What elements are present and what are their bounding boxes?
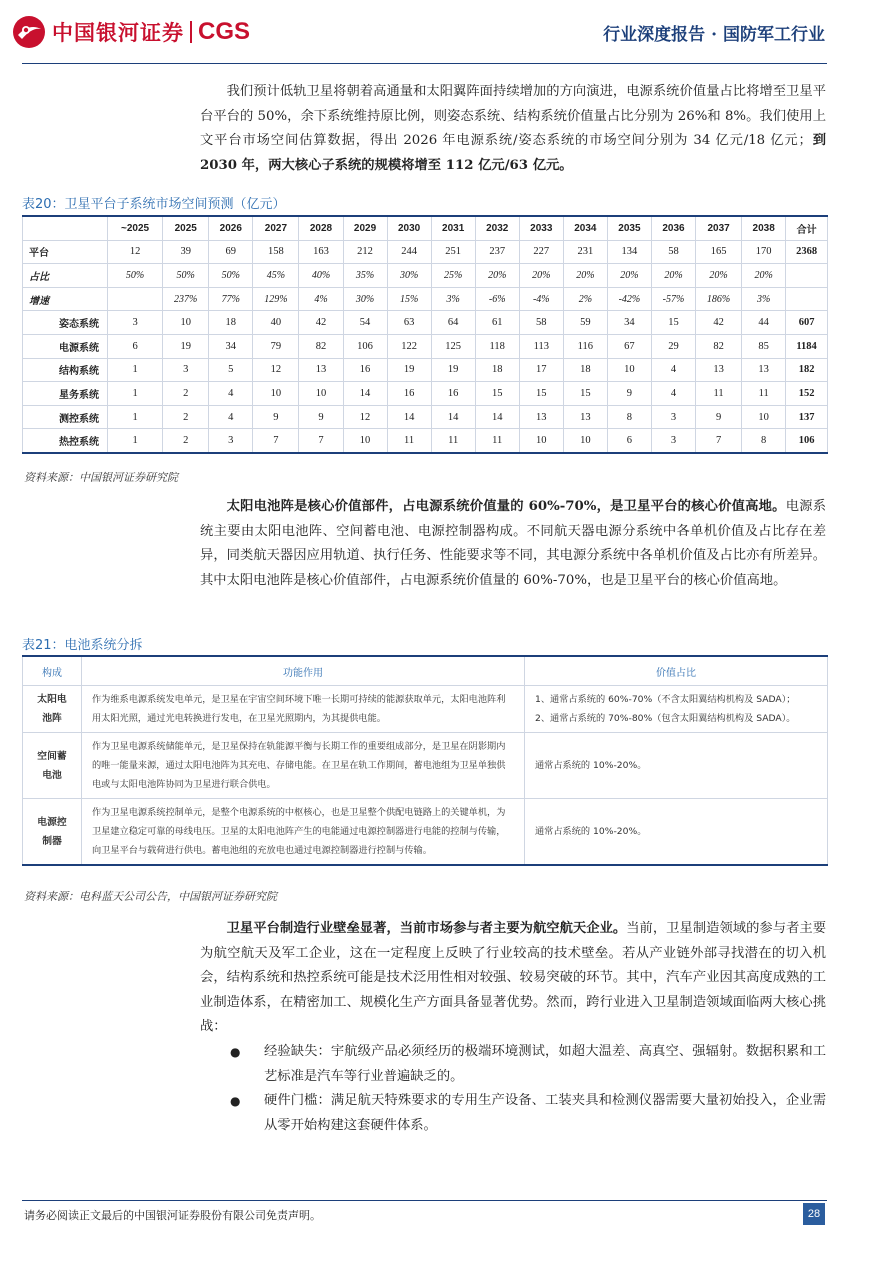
table20-cell — [786, 287, 828, 311]
table20-cell: 2 — [163, 429, 209, 453]
table20-cell: 163 — [299, 240, 343, 264]
table20-cell: 54 — [343, 311, 387, 335]
table20-cell: 9 — [253, 405, 299, 429]
table20-cell: 237 — [475, 240, 519, 264]
table20-cell: 85 — [742, 334, 786, 358]
table20-cell: 4 — [651, 358, 695, 382]
table-row — [23, 311, 828, 335]
table20-source: 资料来源：中国银河证券研究院 — [24, 471, 178, 484]
table20-cell: 20% — [563, 264, 607, 288]
label-line: 电池 — [42, 769, 62, 781]
table20-cell: 45% — [253, 264, 299, 288]
value-line: 1、通常占系统的 60%-70%（不含太阳翼结构机构及 SADA）； — [535, 694, 796, 705]
label-line: 池阵 — [42, 713, 62, 724]
table20-cell: -42% — [607, 287, 651, 311]
table20 — [22, 215, 828, 454]
label-line: 太阳电 — [37, 694, 67, 705]
table20-cell: 2 — [163, 405, 209, 429]
table20-cell: 58 — [519, 311, 563, 335]
table20-cell: 10 — [563, 429, 607, 453]
table20-cell: 11 — [387, 429, 431, 453]
table20-cell: 7 — [253, 429, 299, 453]
table-row — [23, 799, 828, 866]
table20-cell: 20% — [651, 264, 695, 288]
table20-cell: 18 — [475, 358, 519, 382]
table21-header-row — [23, 656, 828, 686]
table20-cell: 11 — [475, 429, 519, 453]
table20-cell: 13 — [696, 358, 742, 382]
table20-cell: 2368 — [786, 240, 828, 264]
paragraph-intro-bold: 到 2030 年，两大核心子系统的规模将增至 112 亿元/63 亿元。 — [200, 133, 827, 173]
table21-value-cell — [525, 686, 828, 733]
table20-cell: 13 — [563, 405, 607, 429]
table20-cell: 16 — [343, 358, 387, 382]
table20-cell: 64 — [431, 311, 475, 335]
table20-cell: 182 — [786, 358, 828, 382]
table20-cell: 4% — [299, 287, 343, 311]
table20-row-label: 姿态系统 — [23, 311, 108, 335]
table20-cell: 13 — [519, 405, 563, 429]
table20-cell: 10 — [299, 382, 343, 406]
table20-cell: 14 — [343, 382, 387, 406]
table20-row-label: 热控系统 — [23, 429, 108, 453]
table21-header-cell: 构成 — [23, 656, 82, 686]
label-line: 电源控 — [37, 816, 67, 828]
table20-header-cell: 2033 — [519, 216, 563, 240]
paragraph-intro-text: 我们预计低轨卫星将朝着高通量和太阳翼阵面持续增加的方向演进，电源系统价值量占比将增至卫星平台平台的 50%，余下系统维持原比例，则姿态系统、结构系统价值量占比分别为 26%和 8%。我们使用上文平台市场空间估算数据，得出 2026 年电源系统/姿态系统的市场空间分别为 34 亿元/18 亿元； — [200, 84, 826, 148]
table20-cell: 15 — [563, 382, 607, 406]
table20-cell: 1 — [108, 429, 163, 453]
table20-cell: 106 — [343, 334, 387, 358]
table20-row-label: 星务系统 — [23, 382, 108, 406]
table-row — [23, 334, 828, 358]
table20-cell: 20% — [742, 264, 786, 288]
table20-row-label: 增速 — [23, 287, 108, 311]
table20-cell: 6 — [108, 334, 163, 358]
table21-func-cell: 作为卫星电源系统控制单元，是整个电源系统的中枢核心，也是卫星整个供配电链路上的关键单机，为卫星建立稳定可靠的母线电压。卫星的太阳电池阵产生的电能通过电源控制器进行电能的控制与传输，向卫星平台与载荷进行供电。蓄电池组的充放电也通过电源控制器进行控制与传输。 — [82, 799, 525, 866]
table20-header-cell: 2035 — [607, 216, 651, 240]
table21 — [22, 655, 828, 866]
table20-header-cell: 2029 — [343, 216, 387, 240]
table20-cell: 116 — [563, 334, 607, 358]
table20-cell: 44 — [742, 311, 786, 335]
value-line: 2、通常占系统的 70%-80%（包含太阳翼结构机构及 SADA）。 — [535, 713, 796, 724]
table20-cell: 13 — [742, 358, 786, 382]
table20-cell: 12 — [343, 405, 387, 429]
table20-header-row — [23, 216, 828, 240]
table20-cell: -4% — [519, 287, 563, 311]
table20-cell: 186% — [696, 287, 742, 311]
table20-cell: 20% — [696, 264, 742, 288]
table20-cell: 16 — [431, 382, 475, 406]
table-row — [23, 240, 828, 264]
bullet-item-experience — [230, 1040, 826, 1089]
table20-row-label: 平台 — [23, 240, 108, 264]
table20-cell: 82 — [696, 334, 742, 358]
table20-cell: 15 — [519, 382, 563, 406]
table20-row-label: 占比 — [23, 264, 108, 288]
paragraph-barriers-bold: 卫星平台制造行业壁垒显著，当前市场参与者主要为航空航天企业。 — [226, 921, 627, 936]
table20-cell: 10 — [343, 429, 387, 453]
table20-cell: -57% — [651, 287, 695, 311]
paragraph-barriers — [200, 917, 826, 1040]
table20-cell: 14 — [431, 405, 475, 429]
value-line: 通常占系统的 10%-20%。 — [535, 760, 647, 771]
table20-cell: 3% — [431, 287, 475, 311]
table-row — [23, 405, 828, 429]
value-line: 通常占系统的 10%-20%。 — [535, 826, 647, 837]
table20-header-cell: 合计 — [786, 216, 828, 240]
page-header — [0, 0, 869, 66]
table21-value-cell — [525, 733, 828, 799]
table20-cell: 42 — [299, 311, 343, 335]
table20-cell: 231 — [563, 240, 607, 264]
table20-cell: 113 — [519, 334, 563, 358]
table20-cell: 50% — [209, 264, 253, 288]
table20-cell: 13 — [299, 358, 343, 382]
table20-cell: 152 — [786, 382, 828, 406]
table20-cell: 122 — [387, 334, 431, 358]
table20-header-cell: ~2025 — [108, 216, 163, 240]
table20-cell: 3 — [651, 405, 695, 429]
table20-cell: 18 — [563, 358, 607, 382]
table20-cell: 165 — [696, 240, 742, 264]
table20-cell: 3% — [742, 287, 786, 311]
table21-value-cell — [525, 799, 828, 866]
table20-cell: 20% — [519, 264, 563, 288]
table21-label-cell — [23, 686, 82, 733]
table21-func-cell: 作为维系电源系统发电单元，是卫星在宇宙空间环境下唯一长期可持续的能源获取单元，太阳电池阵利用太阳光照，通过光电转换进行发电，在卫星光照期内，为其提供电能。 — [82, 686, 525, 733]
report-category — [603, 20, 825, 45]
table20-cell: 58 — [651, 240, 695, 264]
table-row — [23, 382, 828, 406]
table20-cell: 20% — [607, 264, 651, 288]
table20-cell: 4 — [651, 382, 695, 406]
table20-header-cell: 2027 — [253, 216, 299, 240]
table20-cell: 15 — [651, 311, 695, 335]
table20-cell: 50% — [163, 264, 209, 288]
table20-cell: 59 — [563, 311, 607, 335]
table20-cell: 244 — [387, 240, 431, 264]
table-row — [23, 686, 828, 733]
table20-cell: 18 — [209, 311, 253, 335]
table20-cell: 7 — [696, 429, 742, 453]
table20-cell: 10 — [519, 429, 563, 453]
table20-cell: 4 — [209, 382, 253, 406]
table20-cell — [786, 264, 828, 288]
paragraph-barriers-text: 当前，卫星制造领域的参与者主要为航空航天及军工企业，这在一定程度上反映了行业较高的技术壁垒。若从产业链外部寻找潜在的切入机会，结构系统和热控系统可能是技术泛用性相对较强、较易突破的环节。其中，汽车产业因其高度成熟的工业制造体系，在精密加工、规模化生产方面具备显著优势。然而，跨行业进入卫星制造领域面临两大核心挑战： — [200, 921, 827, 1034]
header-rule — [22, 63, 827, 64]
bullet-icon: ● — [230, 1094, 241, 1108]
table20-cell: 12 — [253, 358, 299, 382]
logo-divider — [190, 21, 192, 43]
table-row — [23, 429, 828, 453]
table-row — [23, 287, 828, 311]
table20-cell: 3 — [651, 429, 695, 453]
table20-cell: 212 — [343, 240, 387, 264]
table20-cell: 19 — [163, 334, 209, 358]
table20-cell: 125 — [431, 334, 475, 358]
table20-cell: 69 — [209, 240, 253, 264]
table20-cell: 10 — [742, 405, 786, 429]
table20-header-cell: 2025 — [163, 216, 209, 240]
table20-cell: 15% — [387, 287, 431, 311]
bullet-text: 硬件门槛：满足航天特殊要求的专用生产设备、工装夹具和检测仪器需要大量初始投入，企业需从零开始构建这套硬件体系。 — [264, 1093, 826, 1133]
table20-cell: 9 — [607, 382, 651, 406]
cgs-logo-icon — [12, 15, 46, 49]
table20-cell: 79 — [253, 334, 299, 358]
table-row — [23, 358, 828, 382]
table20-cell: 17 — [519, 358, 563, 382]
table-row — [23, 264, 828, 288]
table20-cell: 34 — [607, 311, 651, 335]
table20-cell: 30% — [343, 287, 387, 311]
table20-header-cell: 2030 — [387, 216, 431, 240]
table20-cell: 12 — [108, 240, 163, 264]
footer-rule — [22, 1200, 827, 1201]
table20-header-cell: 2036 — [651, 216, 695, 240]
table21-header-cell: 价值占比 — [525, 656, 828, 686]
table20-cell: 4 — [209, 405, 253, 429]
logo-text-cn: 中国银河证券 — [52, 21, 184, 45]
table20-header-cell: 2038 — [742, 216, 786, 240]
table20-header-cell — [23, 216, 108, 240]
table20-cell: 9 — [299, 405, 343, 429]
table20-cell: 137 — [786, 405, 828, 429]
paragraph-solar-array-text: 电源系统主要由太阳电池阵、空间蓄电池、电源控制器构成。不同航天器电源分系统中各单机价值及占比存在差异，同类航天器因应用轨道、执行任务、性能要求等不同，其电源分系统中各单机价值及占比亦有所差异。其中太阳电池阵是核心价值部件，占电源系统价值量的 60%-70%，也是卫星平台的核心价值高地。 — [200, 499, 826, 588]
table20-cell: 10 — [163, 311, 209, 335]
table20-cell: 19 — [387, 358, 431, 382]
table20-cell: 42 — [696, 311, 742, 335]
table20-cell: 29 — [651, 334, 695, 358]
table20-cell: 106 — [786, 429, 828, 453]
table20-cell: 61 — [475, 311, 519, 335]
table20-cell: 227 — [519, 240, 563, 264]
paragraph-solar-array — [200, 495, 826, 593]
table20-cell: 1 — [108, 405, 163, 429]
table20-cell: 34 — [209, 334, 253, 358]
table20-cell: 118 — [475, 334, 519, 358]
label-line: 制器 — [42, 835, 62, 847]
table20-cell: 39 — [163, 240, 209, 264]
table20-cell — [108, 287, 163, 311]
table20-cell: 237% — [163, 287, 209, 311]
table20-cell: 50% — [108, 264, 163, 288]
table21-func-cell: 作为卫星电源系统储能单元，是卫星保持在轨能源平衡与长期工作的重要组成部分，是卫星在阴影期内的唯一能量来源，通过太阳电池阵为其充电、存储电能。在卫星在轨工作期间，蓄电池组为卫星单独供电或与太阳电池阵协同为卫星进行联合供电。 — [82, 733, 525, 799]
company-logo — [12, 14, 250, 50]
header-separator: · — [711, 25, 717, 45]
table20-cell: 20% — [475, 264, 519, 288]
table20-cell: 5 — [209, 358, 253, 382]
table20-cell: 3 — [209, 429, 253, 453]
table20-header-cell: 2028 — [299, 216, 343, 240]
table20-cell: 6 — [607, 429, 651, 453]
table20-cell: 11 — [742, 382, 786, 406]
table21-source: 资料来源：电科蓝天公司公告，中国银河证券研究院 — [24, 890, 277, 903]
table20-header-cell: 2037 — [696, 216, 742, 240]
table20-cell: 9 — [696, 405, 742, 429]
table20-header-cell: 2032 — [475, 216, 519, 240]
table20-cell: 8 — [607, 405, 651, 429]
table20-cell: -6% — [475, 287, 519, 311]
table20-header-cell: 2034 — [563, 216, 607, 240]
table20-cell: 607 — [786, 311, 828, 335]
table20-cell: 170 — [742, 240, 786, 264]
industry-name: 国防军工行业 — [723, 25, 825, 45]
paragraph-intro — [200, 80, 826, 178]
table20-row-label: 电源系统 — [23, 334, 108, 358]
table20-cell: 67 — [607, 334, 651, 358]
page-number: 28 — [803, 1203, 825, 1225]
table20-cell: 63 — [387, 311, 431, 335]
table21-label-cell — [23, 733, 82, 799]
table20-header-cell: 2026 — [209, 216, 253, 240]
table20-cell: 251 — [431, 240, 475, 264]
table20-cell: 82 — [299, 334, 343, 358]
table20-cell: 1 — [108, 358, 163, 382]
table20-cell: 3 — [108, 311, 163, 335]
table20-cell: 10 — [607, 358, 651, 382]
table20-cell: 1 — [108, 382, 163, 406]
table20-header-cell: 2031 — [431, 216, 475, 240]
table20-cell: 77% — [209, 287, 253, 311]
bullet-item-hardware — [230, 1089, 826, 1138]
table20-cell: 35% — [343, 264, 387, 288]
table20-cell: 11 — [696, 382, 742, 406]
table20-cell: 30% — [387, 264, 431, 288]
footer-disclaimer: 请务必阅读正文最后的中国银河证券股份有限公司免责声明。 — [24, 1209, 321, 1222]
table20-cell: 14 — [475, 405, 519, 429]
table20-cell: 25% — [431, 264, 475, 288]
table20-row-label: 测控系统 — [23, 405, 108, 429]
table20-cell: 11 — [431, 429, 475, 453]
table20-cell: 1184 — [786, 334, 828, 358]
report-type: 行业深度报告 — [603, 25, 706, 45]
table20-cell: 15 — [475, 382, 519, 406]
table20-row-label: 结构系统 — [23, 358, 108, 382]
table20-title: 表20：卫星平台子系统市场空间预测（亿元） — [22, 197, 286, 212]
table20-cell: 19 — [431, 358, 475, 382]
table20-cell: 2 — [163, 382, 209, 406]
table20-cell: 158 — [253, 240, 299, 264]
table20-cell: 40 — [253, 311, 299, 335]
table20-cell: 7 — [299, 429, 343, 453]
table20-cell: 134 — [607, 240, 651, 264]
table21-header-cell: 功能作用 — [82, 656, 525, 686]
table20-cell: 10 — [253, 382, 299, 406]
table21-title: 表21：电池系统分拆 — [22, 638, 143, 653]
table20-cell: 2% — [563, 287, 607, 311]
table20-cell: 3 — [163, 358, 209, 382]
table20-cell: 40% — [299, 264, 343, 288]
label-line: 空间蓄 — [37, 750, 67, 762]
table20-cell: 8 — [742, 429, 786, 453]
table20-cell: 129% — [253, 287, 299, 311]
table20-cell: 16 — [387, 382, 431, 406]
table-row — [23, 733, 828, 799]
bullet-icon: ● — [230, 1045, 241, 1059]
logo-text-en: CGS — [198, 18, 251, 45]
table21-label-cell — [23, 799, 82, 866]
bullet-text: 经验缺失：宇航级产品必须经历的极端环境测试，如超大温差、高真空、强辐射。数据积累和工艺标准是汽车等行业普遍缺乏的。 — [264, 1044, 826, 1084]
paragraph-solar-array-bold: 太阳电池阵是核心价值部件，占电源系统价值量的 60%-70%，是卫星平台的核心价值高地。 — [226, 499, 786, 514]
table20-cell: 14 — [387, 405, 431, 429]
